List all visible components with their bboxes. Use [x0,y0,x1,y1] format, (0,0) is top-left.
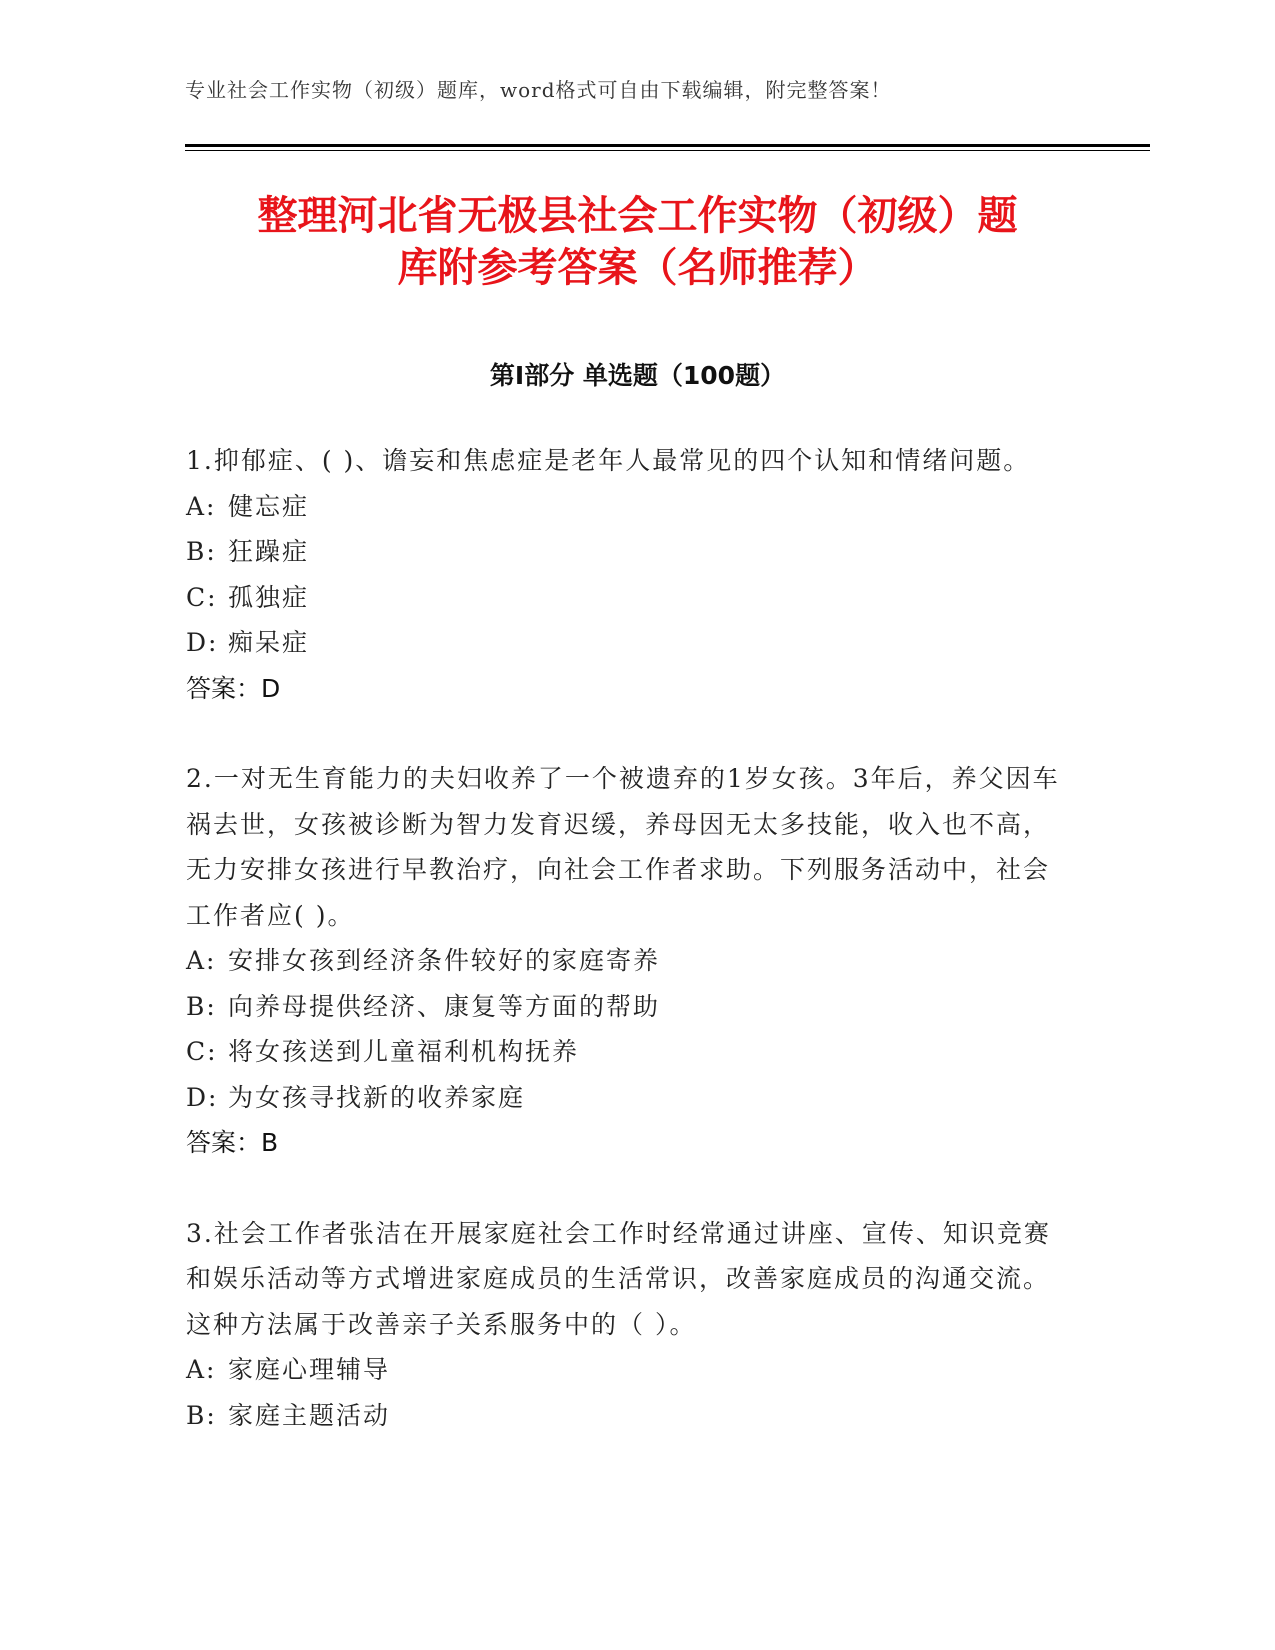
question-stem: 3.社会工作者张洁在开展家庭社会工作时经常通过讲座、宣传、知识竞赛和娱乐活动等方式增进家庭成员的生活常识，改善家庭成员的沟通交流。这种方法属于改善亲子关系服务中的（ ）。 [186,1218,1051,1339]
option-a [186,938,1076,984]
option-text: 安排女孩到经济条件较好的家庭寄养 [228,946,661,975]
option-text: 痴呆症 [228,628,310,657]
option-letter: B: [186,1400,217,1430]
answer-key: 答案：B [186,1128,279,1157]
option-letter: A: [186,1355,217,1384]
option-text: 向养母提供经济、康复等方面的帮助 [228,991,661,1021]
option-letter: A: [186,946,217,975]
option-text: 健忘症 [228,491,310,521]
document-title-line-1: 整理河北省无极县社会工作实物（初级）题 [257,193,1018,239]
question-list [186,438,1076,1483]
option-text: 为女孩寻找新的收养家庭 [228,1082,526,1112]
option-a [186,1347,1076,1393]
option-a [186,484,1076,530]
answer-key: 答案：D [186,673,281,703]
document-title-line-2: 库附参考答案（名师推荐） [397,245,878,291]
option-letter: B: [186,537,217,566]
option-c [186,575,1076,621]
header-rule-thick [185,144,1150,147]
option-text: 将女孩送到儿童福利机构抚养 [228,1037,580,1066]
question-1 [186,438,1076,711]
option-b [186,984,1076,1030]
option-text: 家庭主题活动 [228,1400,391,1430]
option-letter: C: [186,1037,218,1066]
option-c [186,1029,1076,1075]
option-letter: B: [186,991,217,1021]
option-text: 家庭心理辅导 [228,1355,391,1384]
option-letter: D: [186,628,219,657]
option-text: 孤独症 [228,582,310,612]
header-note: 专业社会工作实物（初级）题库，word格式可自由下载编辑，附完整答案！ [185,78,892,102]
option-letter: A: [186,491,217,521]
document-title [185,190,1090,294]
option-d [186,620,1076,666]
header-rule-thin [185,150,1150,151]
question-3 [186,1211,1076,1439]
question-stem: 1.抑郁症、( )、谵妄和焦虑症是老年人最常见的四个认知和情绪问题。 [186,446,1031,475]
option-letter: D: [186,1082,219,1112]
option-text: 狂躁症 [228,537,310,566]
option-d [186,1075,1076,1121]
option-letter: C: [186,582,218,612]
section-title: 第Ⅰ部分 单选题（100题） [489,361,786,390]
question-stem: 2.一对无生育能力的夫妇收养了一个被遗弃的1岁女孩。3年后，养父因车祸去世，女孩被诊断为智力发育迟缓，养母因无太多技能，收入也不高，无力安排女孩进行早教治疗，向社会工作者求助。下列服务活动中，社会工作者应( )。 [186,764,1060,930]
option-b [186,529,1076,575]
question-2 [186,756,1076,1166]
option-b [186,1393,1076,1439]
